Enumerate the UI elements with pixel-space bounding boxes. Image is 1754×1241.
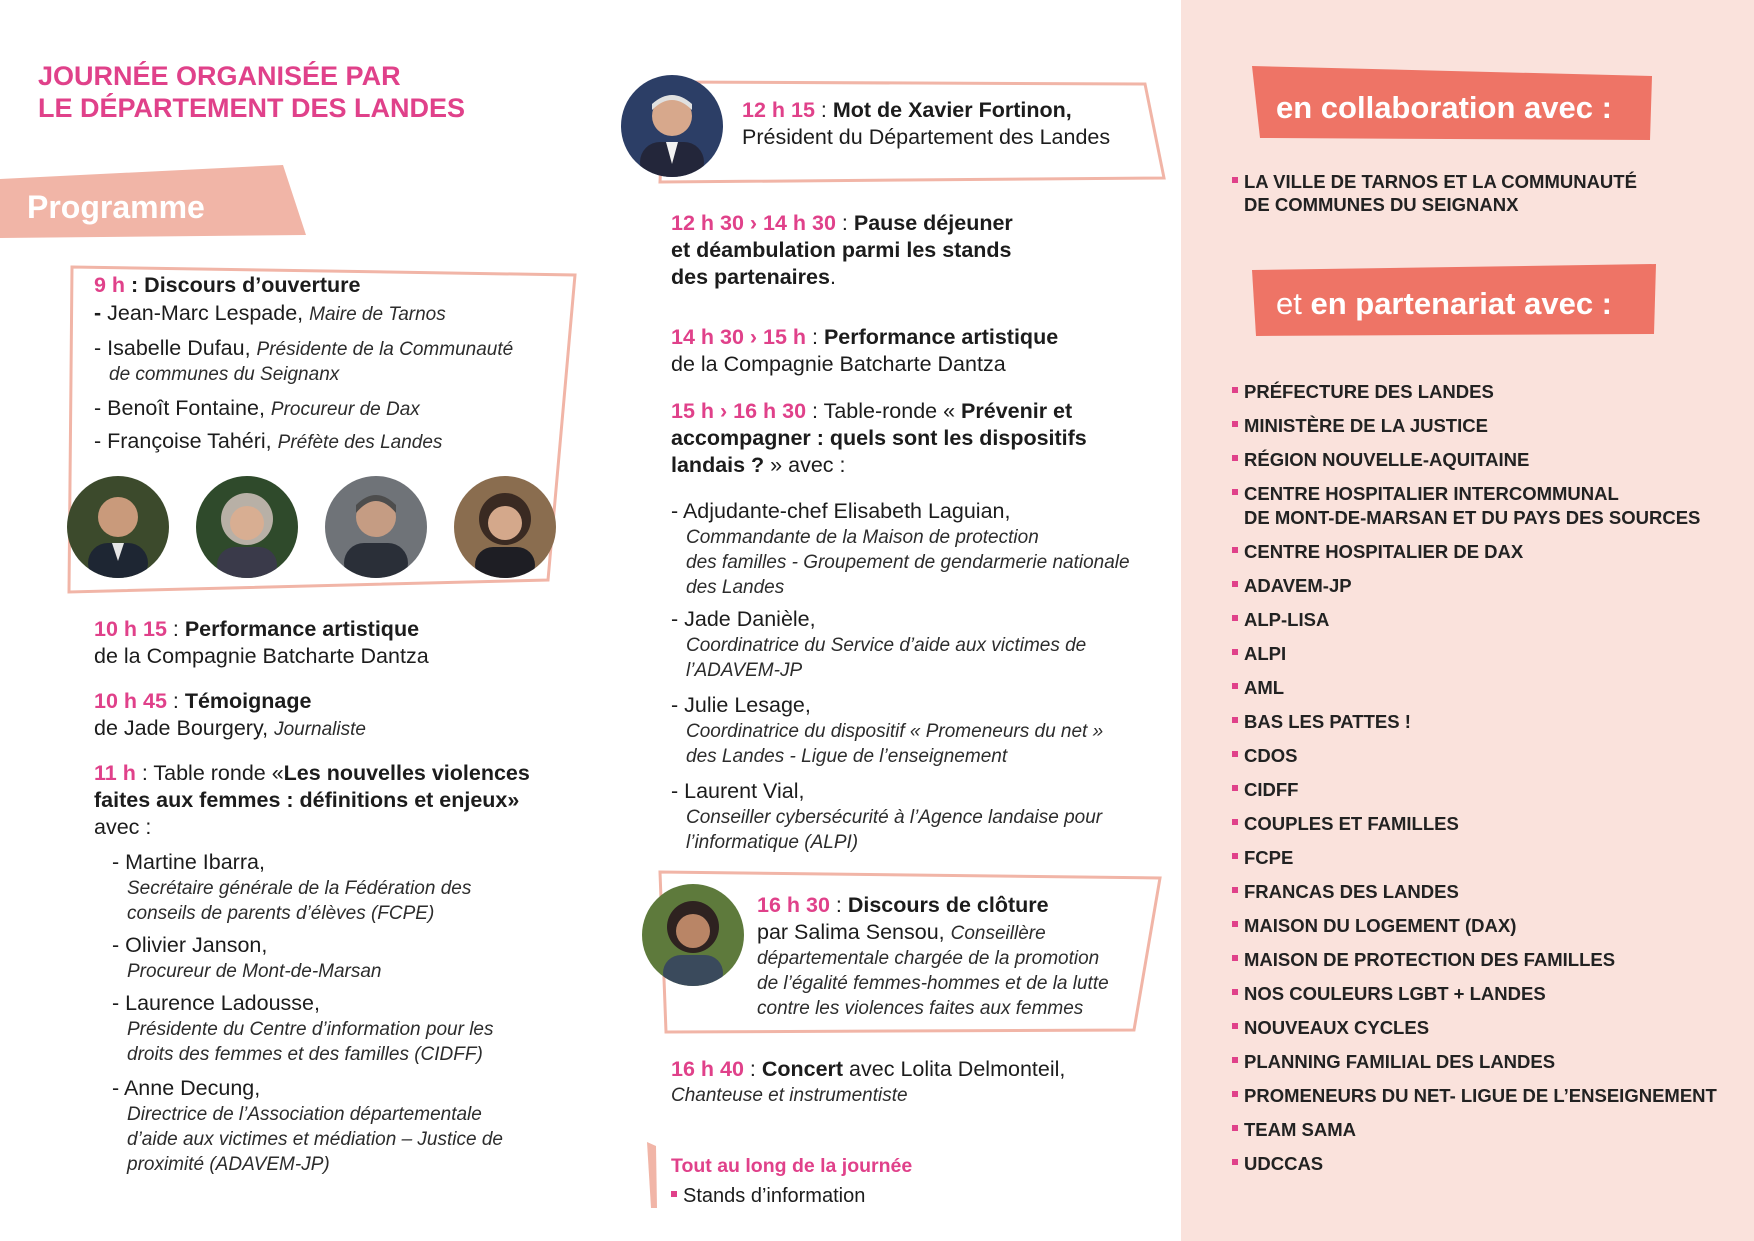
collab-partner: [1234, 170, 1637, 216]
bullet-icon: [1232, 1091, 1238, 1097]
bullet-icon: [1232, 1159, 1238, 1165]
partner-label: et en partenariat avec :: [1276, 286, 1612, 321]
bullet-icon: [1232, 717, 1238, 723]
partner-list: [1234, 380, 1717, 1186]
partner-item: ALPI: [1234, 642, 1717, 666]
partner-item: ADAVEM-JP: [1234, 574, 1717, 598]
allday-section: Tout au long de la journée Stands d’information: [671, 1155, 913, 1207]
opening-speaker: - Isabelle Dufau, Présidente de la Communauté de communes du Seignanx: [94, 336, 514, 385]
temoignage-section: 10 h 45 : Témoignage de Jade Bourgery, Journaliste: [94, 689, 366, 740]
allday-accent-bar: [645, 1142, 659, 1210]
table2-speaker: - Jade Danièle, Coordinatrice du Service d’aide aux victimes de l’ADAVEM-JP: [671, 607, 1087, 681]
speaker-photo: [66, 475, 170, 579]
partner-item: AML: [1234, 676, 1717, 700]
bullet-icon: [1232, 819, 1238, 825]
bullet-icon: [1232, 421, 1238, 427]
organizer-title: [38, 60, 465, 124]
opening-speaker: - Benoît Fontaine, Procureur de Dax: [94, 396, 420, 420]
concert-section: 16 h 40 : Concert avec Lolita Delmonteil, Chanteuse et instrumentiste: [671, 1057, 1066, 1106]
bullet-icon: [1232, 683, 1238, 689]
table1-speaker: - Laurence Ladousse, Présidente du Centre d’information pour les droits des femmes et des familles (CIDFF): [112, 991, 494, 1065]
bullet-icon: [1232, 751, 1238, 757]
partner-item: TEAM SAMA: [1234, 1118, 1717, 1142]
bullet-icon: [1232, 1023, 1238, 1029]
opening-section: [94, 272, 360, 299]
programme-label: Programme: [27, 189, 205, 225]
bullet-icon: [1232, 547, 1238, 553]
partner-item: MAISON DU LOGEMENT (DAX): [1234, 914, 1717, 938]
table2-speaker: - Julie Lesage, Coordinatrice du dispositif « Promeneurs du net » des Landes - Ligue de l’enseignement: [671, 693, 1104, 767]
partner-item: RÉGION NOUVELLE-AQUITAINE: [1234, 448, 1717, 472]
bullet-icon: [1232, 489, 1238, 495]
organizer-title-line2: LE DÉPARTEMENT DES LANDES: [38, 93, 466, 123]
speaker-photo: [195, 475, 299, 579]
opening-speaker: - Françoise Tahéri, Préfète des Landes: [94, 429, 443, 453]
table2-section: 15 h › 16 h 30 : Table-ronde « Prévenir et accompagner : quels sont les dispositifs landais ? » avec :: [671, 399, 1087, 477]
bullet-icon: [1232, 921, 1238, 927]
opening-heading: 9 h : Discours d’ouverture: [94, 273, 361, 297]
table1-speaker: - Anne Decung, Directrice de l’Association départementale d’aide aux victimes et médiation – Justice de proximité (ADAVEM-JP): [112, 1076, 503, 1175]
bullet-icon: [1232, 649, 1238, 655]
table2-speaker: - Laurent Vial, Conseiller cybersécurité à l’Agence landaise pour l’informatique (ALPI): [671, 779, 1103, 853]
perf2-section: 14 h 30 › 15 h : Performance artistique de la Compagnie Batcharte Dantza: [671, 325, 1059, 376]
closing-section: 16 h 30 : Discours de clôture par Salima Sensou, Conseillère départementale chargée de la promotion de l’égalité femmes-hommes et de la lutte contre les violences faites aux femmes: [757, 893, 1109, 1019]
collab-item: LA VILLE DE TARNOS ET LA COMMUNAUTÉ: [1234, 170, 1637, 193]
partner-item: FRANCAS DES LANDES: [1234, 880, 1717, 904]
bullet-icon: [1232, 387, 1238, 393]
bullet-icon: [1232, 177, 1238, 183]
partner-item: PRÉFECTURE DES LANDES: [1234, 380, 1717, 404]
bullet-icon: [1232, 853, 1238, 859]
bullet-icon: [1232, 1125, 1238, 1131]
partner-item: MAISON DE PROTECTION DES FAMILLES: [1234, 948, 1717, 972]
partner-item: CENTRE HOSPITALIER DE DAX: [1234, 540, 1717, 564]
partner-item: PROMENEURS DU NET- LIGUE DE L’ENSEIGNEMENT: [1234, 1084, 1717, 1108]
partner-item: NOUVEAUX CYCLES: [1234, 1016, 1717, 1040]
partner-item: CDOS: [1234, 744, 1717, 768]
table1-speaker: - Olivier Janson, Procureur de Mont-de-Marsan: [112, 933, 382, 982]
partner-item: MINISTÈRE DE LA JUSTICE: [1234, 414, 1717, 438]
mot-section: 12 h 15 : Mot de Xavier Fortinon, Président du Département des Landes: [742, 98, 1111, 149]
closing-speaker-photo: [641, 883, 745, 987]
collab-item: DE COMMUNES DU SEIGNANX: [1244, 194, 1519, 215]
partner-item: PLANNING FAMILIAL DES LANDES: [1234, 1050, 1717, 1074]
partner-item: ALP-LISA: [1234, 608, 1717, 632]
bullet-icon: [1232, 785, 1238, 791]
opening-speaker: - Jean-Marc Lespade, Maire de Tarnos: [94, 301, 446, 325]
partner-item: UDCCAS: [1234, 1152, 1717, 1176]
bullet-icon: [1232, 989, 1238, 995]
pause-section: 12 h 30 › 14 h 30 : Pause déjeuner et déambulation parmi les stands des partenaires.: [671, 211, 1013, 289]
bullet-icon: [1232, 887, 1238, 893]
perf1-section: 10 h 15 : Performance artistique de la Compagnie Batcharte Dantza: [94, 617, 429, 668]
table1-speaker: - Martine Ibarra, Secrétaire générale de la Fédération des conseils de parents d’élèves (FCPE): [112, 850, 472, 924]
bullet-icon: [1232, 455, 1238, 461]
partner-item: CIDFF: [1234, 778, 1717, 802]
partner-item: NOS COULEURS LGBT + LANDES: [1234, 982, 1717, 1006]
partner-item: COUPLES ET FAMILLES: [1234, 812, 1717, 836]
partner-item: FCPE: [1234, 846, 1717, 870]
bullet-icon: [1232, 1057, 1238, 1063]
speaker-photo: [453, 475, 557, 579]
collab-label: en collaboration avec :: [1276, 90, 1612, 125]
table1-section: 11 h : Table ronde «Les nouvelles violences faites aux femmes : définitions et enjeux» avec :: [94, 761, 530, 839]
president-photo: [620, 74, 724, 178]
organizer-title-line1: JOURNÉE ORGANISÉE PAR: [38, 61, 401, 91]
bullet-icon: [671, 1191, 677, 1197]
table2-speaker: - Adjudante-chef Elisabeth Laguian, Commandante de la Maison de protection des familles - Groupement de gendarmerie nationale des Landes: [671, 499, 1130, 598]
bullet-icon: [1232, 581, 1238, 587]
partner-item: CENTRE HOSPITALIER INTERCOMMUNAL DE MONT-DE-MARSAN ET DU PAYS DES SOURCES: [1234, 482, 1717, 530]
partner-item: BAS LES PATTES !: [1234, 710, 1717, 734]
speaker-photo: [324, 475, 428, 579]
bullet-icon: [1232, 615, 1238, 621]
bullet-icon: [1232, 955, 1238, 961]
